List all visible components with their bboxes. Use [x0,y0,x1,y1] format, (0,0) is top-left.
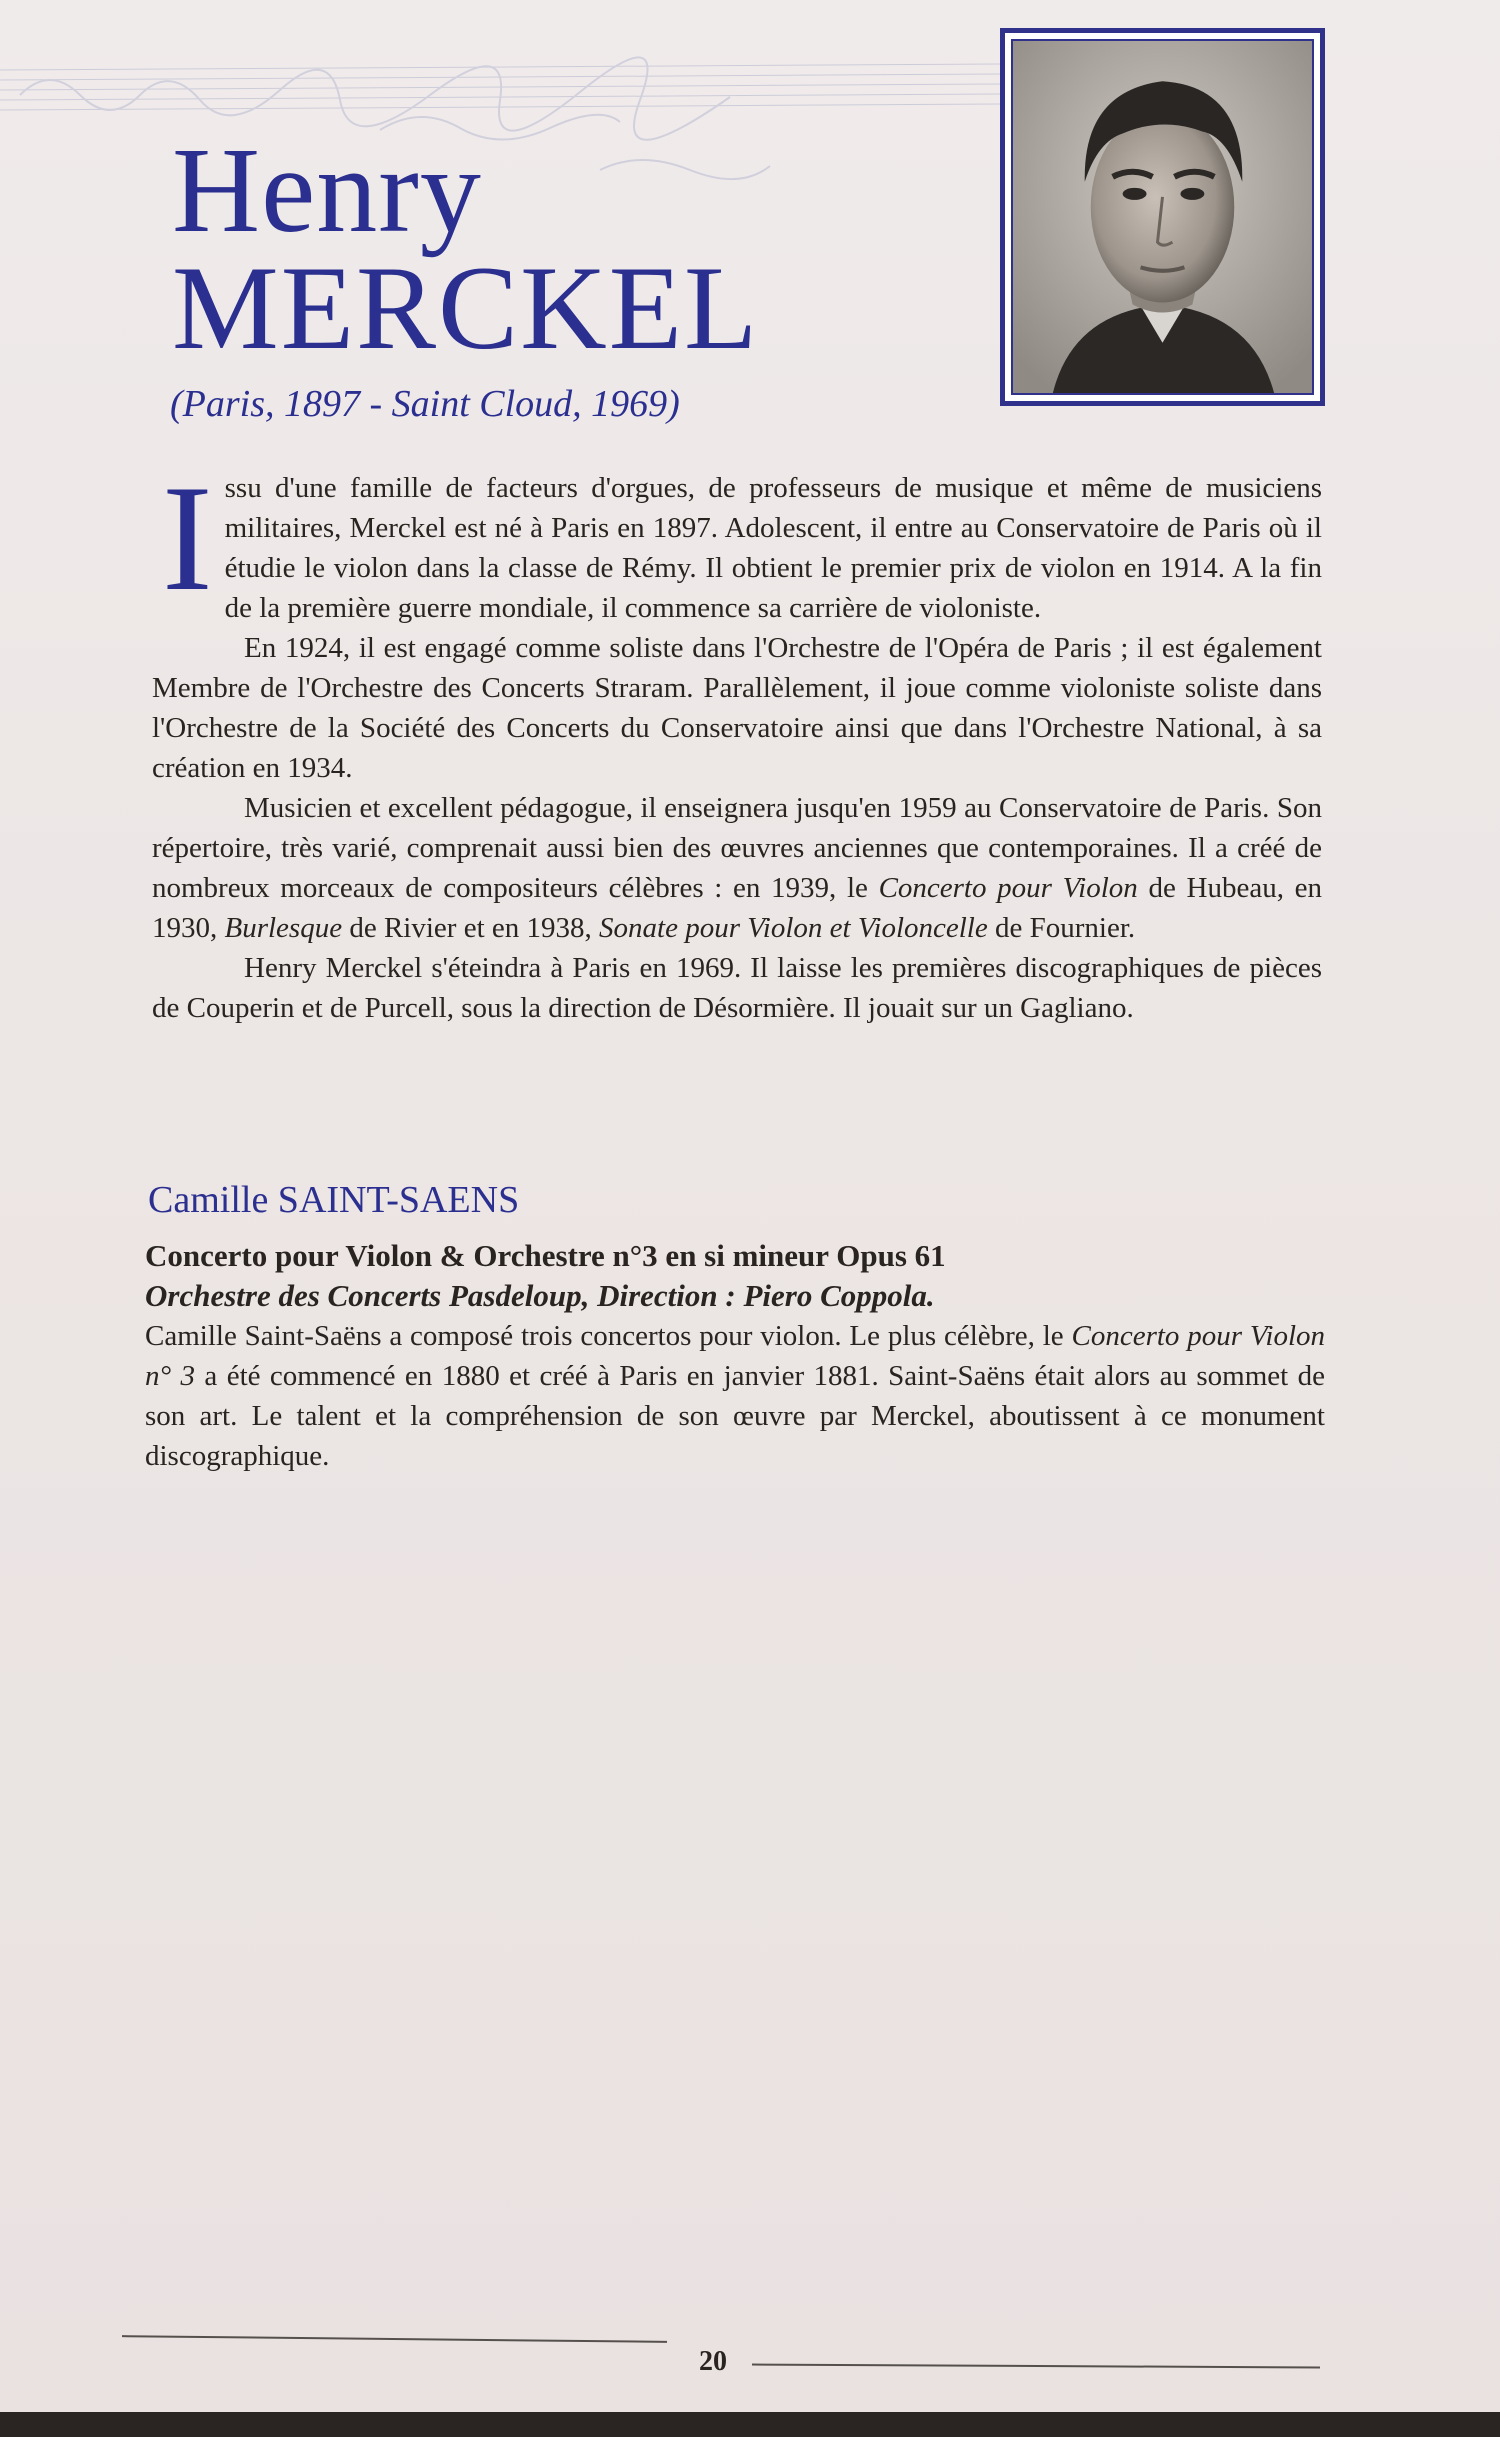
footer-rule-left [122,2335,667,2343]
biography-paragraph-3: Musicien et excellent pédagogue, il enseignera jusqu'en 1959 au Conservatoire de Paris. Son répertoire, très varié, comprenait aussi bien des œuvres anciennes que contemporaines. Il a créé de nombreux morceaux de compositeurs célèbres : en 1939, le Concerto pour Violon de Hubeau, en 1930, Burlesque de Rivier et en 1938, Sonate pour Violon et Violoncelle de Fournier. [152,792,1322,944]
work-title: Concerto pour Violon & Orchestre n°3 en si mineur Opus 61 [145,1238,946,1273]
page-bottom-edge [0,2412,1500,2437]
composer-heading: Camille SAINT-SAENS [148,1179,520,1221]
portrait-illustration [1013,41,1312,393]
portrait-frame [1000,28,1325,406]
artist-dates: (Paris, 1897 - Saint Cloud, 1969) [170,383,680,425]
biography-paragraph-4: Henry Merckel s'éteindra à Paris en 1969. Il laisse les premières discographiques de pièces de Couperin et de Purcell, sous la direction de Désormière. Il jouait sur un Gagliano. [152,952,1322,1024]
biography-text [152,454,1322,1028]
work-description: Camille Saint-Saëns a composé trois concertos pour violon. Le plus célèbre, le Concerto pour Violon n° 3 a été commencé en 1880 et créé à Paris en janvier 1881. Saint-Saëns était alors au sommet de son art. Le talent et la compréhension de son œuvre par Merckel, aboutissent à ce monument discographique. [145,1320,1326,1472]
portrait-photo [1011,39,1314,395]
page-number: 20 [699,2346,727,2377]
biography-paragraph-2: En 1924, il est engagé comme soliste dans l'Orchestre de l'Opéra de Paris ; il est également Membre de l'Orchestre des Concerts Straram. Parallèlement, il joue comme violoniste soliste dans l'Orchestre de la Société des Concerts du Conservatoire ainsi que dans l'Orchestre National, à sa création en 1934. [152,632,1322,784]
recording-details [145,1236,1325,1476]
biography-paragraph-1: Issu d'une famille de facteurs d'orgues, de professeurs de musique et même de musiciens militaires, Merckel est né à Paris en 1897. Adolescent, il entre au Conservatoire de Paris où il étudie le violon dans la classe de Rémy. Il obtient le premier prix de violon en 1914. A la fin de la première guerre mondiale, il commence sa carrière de violoniste. [162,454,1322,624]
artist-first-name: Henry [172,123,482,258]
footer-rule-right [752,2364,1320,2369]
artist-name [172,123,760,374]
dropcap-letter: I [162,454,213,622]
orchestra-credit: Orchestre des Concerts Pasdeloup, Direction : Piero Coppola. [145,1278,935,1313]
artist-last-name: MERCKEL [172,241,760,374]
